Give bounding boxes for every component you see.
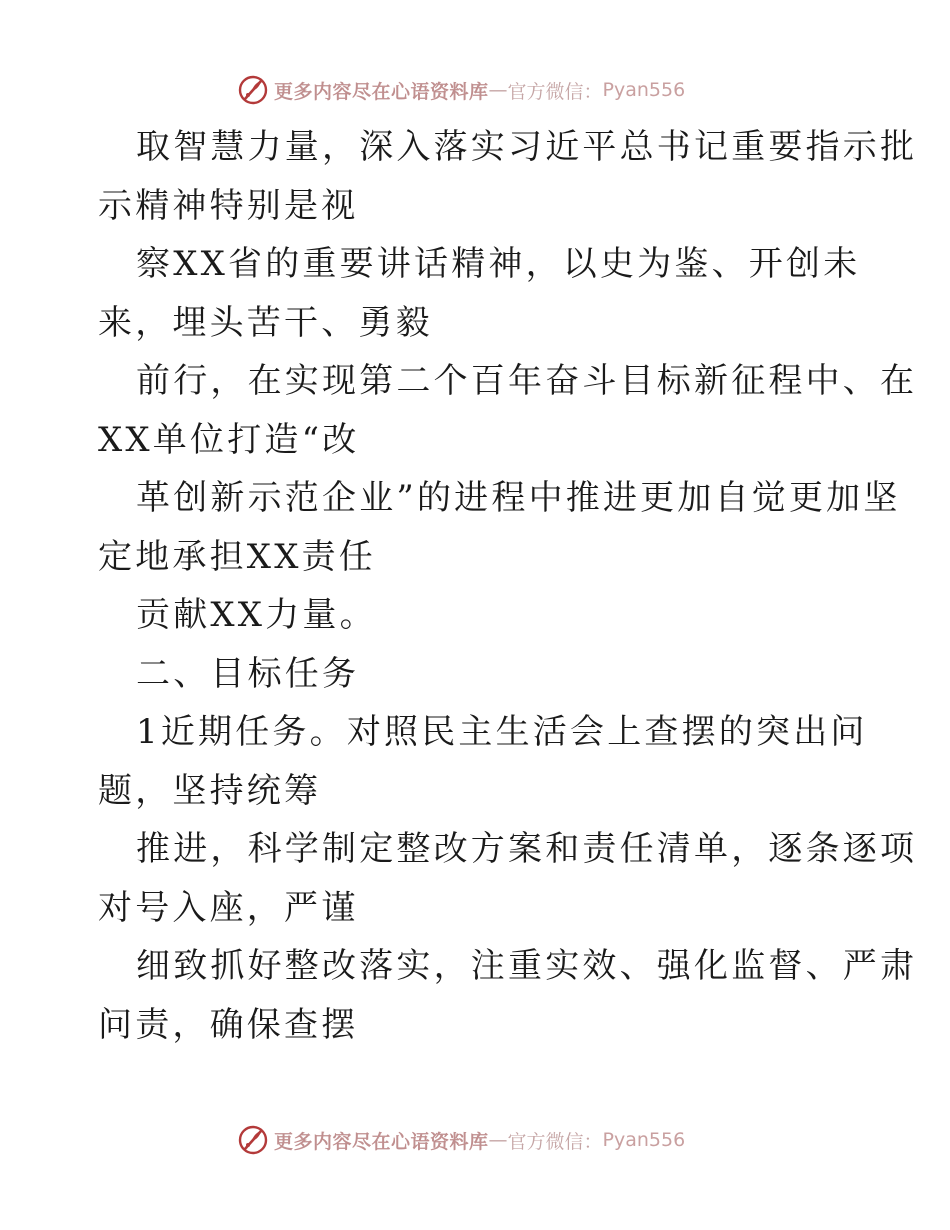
banner-wechat-id: Pyan556 <box>602 79 686 101</box>
text-line: 推进，科学制定整改方案和责任清单，逐条逐项 <box>136 829 918 869</box>
banner-wechat-label: 官方微信： <box>507 1130 603 1153</box>
quill-logo-icon <box>236 73 270 107</box>
section-heading: 二、目标任务 <box>136 653 360 694</box>
text-line: 来，埋头苦干、勇毅 <box>98 302 433 343</box>
banner-wechat-id: Pyan556 <box>602 1129 686 1151</box>
text-line: 革创新示范企业”的进程中推进更加自觉更加坚 <box>136 478 901 518</box>
text-line: 细致抓好整改落实，注重实效、强化监督、严肃 <box>136 946 918 986</box>
document-body <box>98 118 918 1054</box>
footer-banner <box>236 1122 685 1158</box>
text-line: 取智慧力量，深入落实习近平总书记重要指示批 <box>136 127 918 167</box>
banner-title: 更多内容尽在心语资料库 <box>274 80 489 103</box>
banner-wechat-label: 官方微信： <box>507 80 603 103</box>
text-line: 问责，确保查摆 <box>98 1004 359 1045</box>
text-line: 定地承担XX责任 <box>98 536 377 577</box>
banner-title: 更多内容尽在心语资料库 <box>274 1130 489 1153</box>
text-line: XX单位打造“改 <box>98 419 360 460</box>
text-line: 贡献XX力量。 <box>136 595 377 635</box>
banner-separator: — <box>488 79 508 101</box>
text-line: 示精神特别是视 <box>98 185 359 226</box>
quill-logo-icon <box>236 1123 270 1157</box>
header-banner <box>236 72 685 108</box>
text-line: 对号入座，严谨 <box>98 887 359 928</box>
text-line: 察XX省的重要讲话精神，以史为鉴、开创未 <box>136 244 861 284</box>
text-line: 1近期任务。对照民主生活会上查摆的突出问 <box>136 712 868 752</box>
banner-separator: — <box>488 1129 508 1151</box>
text-line: 题，坚持统筹 <box>98 770 322 811</box>
text-line: 前行，在实现第二个百年奋斗目标新征程中、在 <box>136 361 918 401</box>
